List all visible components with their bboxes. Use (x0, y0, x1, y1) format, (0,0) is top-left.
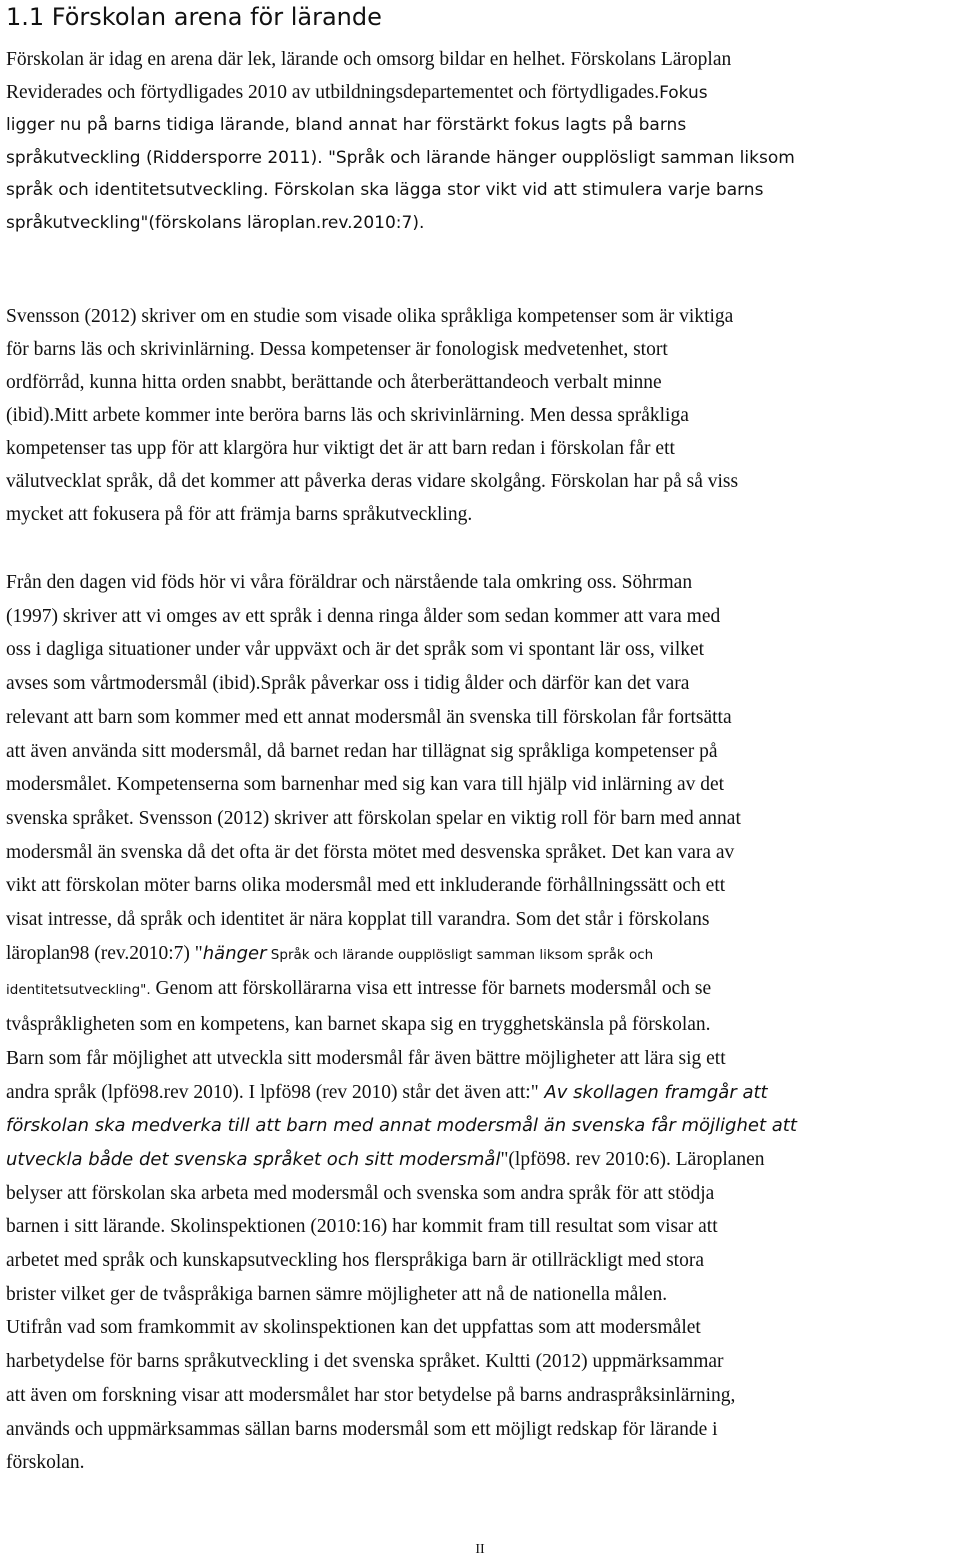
quote-italic: Av skollagen framgår att (538, 1081, 768, 1103)
text-line: avses som vårtmodersmål (ibid).Språk påverkar oss i tidig ålder och därför kan det vara (6, 673, 690, 695)
text-line: harbetydelse för barns språkutveckling i det svenska språket. Kultti (2012) uppmärksammar (6, 1351, 724, 1373)
text-line: förskolan. (6, 1452, 85, 1474)
text-line: barnen i sitt lärande. Skolinspektionen (2010:16) har kommit fram till resultat som visar att (6, 1216, 718, 1238)
text-line: välutvecklat språk, då det kommer att påverka deras vidare skolgång. Förskolan har på så viss (6, 471, 739, 492)
text-line: ligger nu på barns tidiga lärande, bland annat har förstärkt fokus lagts på barns (6, 115, 687, 135)
text-line: Reviderades och förtydligades 2010 av utbildningsdepartementet och förtydligades.Fokus (6, 81, 708, 103)
text-line: förskolan ska medverka till att barn med annat modersmål än svenska får möjlighet att (6, 1115, 797, 1137)
paragraph-3 (6, 566, 952, 1480)
text-line: språkutveckling (Riddersporre 2011). "Språk och lärande hänger oupplösligt samman liksom (6, 147, 795, 168)
text-line: för barns läs och skrivinlärning. Dessa kompetenser är fonologisk medvetenhet, stort (6, 339, 668, 360)
text-line: brister vilket ger de tvåspråkiga barnen sämre möjligheter att nå de nationella målen. (6, 1283, 668, 1305)
paragraph-1 (6, 44, 952, 239)
text-line: (1997) skriver att vi omges av ett språk i denna ringa ålder som sedan kommer att vara med (6, 605, 721, 627)
text-line: Från den dagen vid föds hör vi våra föräldrar och närstående tala omkring oss. Söhrman (6, 572, 693, 593)
text-line: relevant att barn som kommer med ett annat modersmål än svenska till förskolan får fortsätta (6, 706, 732, 728)
text-line: svenska språket. Svensson (2012) skriver att förskolan spelar en viktig roll för barn med annat (6, 807, 741, 829)
text-line: Barn som får möjlighet att utveckla sitt modersmål får även bättre möjligheter att lära sig ett (6, 1047, 726, 1069)
text-line: (ibid).Mitt arbete kommer inte beröra barns läs och skrivinlärning. Men dessa språkliga (6, 405, 689, 426)
text-line: belyser att förskolan ska arbeta med modersmål och svenska som andra språk för att stödja (6, 1182, 715, 1204)
section-heading: 1.1 Förskolan arena för lärande (6, 3, 382, 31)
text-line: Förskolan är idag en arena där lek, lärande och omsorg bildar en helhet. Förskolans Läroplan (6, 49, 732, 70)
text-line: används och uppmärksammas sällan barns modersmål som ett möjligt redskap för lärande i (6, 1418, 718, 1440)
text-line: ordförråd, kunna hitta orden snabbt, berättande och återberättandeoch verbalt minne (6, 372, 662, 393)
text-line: Svensson (2012) skriver om en studie som visade olika språkliga kompetenser som är viktiga (6, 306, 734, 327)
text-line: språkutveckling"(förskolans läroplan.rev.2010:7). (6, 212, 425, 233)
text-line: visat intresse, då språk och identitet är nära kopplat till varandra. Som det står i förskolans (6, 909, 710, 931)
text-line: att även använda sitt modersmål, då barnet redan har tillägnat sig språkliga kompetenser på (6, 740, 718, 762)
quote-emphasis: hänger (202, 942, 267, 964)
quote-italic: utveckla både det svenska språket och sitt modersmål (6, 1148, 501, 1170)
text-line: läroplan98 (rev.2010:7) "hänger Språk och lärande oupplösligt samman liksom språk och (6, 942, 654, 964)
text-line: arbetet med språk och kunskapsutveckling hos flerspråkiga barn är otillräckligt med stora (6, 1250, 704, 1272)
text-line: oss i dagliga situationer under vår uppväxt och är det språk som vi spontant lär oss, vilket (6, 639, 705, 661)
text-line: utveckla både det svenska språket och sitt modersmål"(lpfö98. rev 2010:6). Läroplanen (6, 1148, 765, 1170)
text-line: språk och identitetsutveckling. Förskolan ska lägga stor vikt vid att stimulera varje barns (6, 180, 764, 200)
text-line: vikt att förskolan möter barns olika modersmål med ett inkluderande förhållningssätt och ett (6, 875, 726, 897)
page-number: II (475, 1542, 485, 1557)
text-line: andra språk (lpfö98.rev 2010). I lpfö98 (rev 2010) står det även att:" Av skollagen framgår att (6, 1081, 768, 1103)
text-line: Utifrån vad som framkommit av skolinspektionen kan det uppfattas som att modersmålet (6, 1317, 701, 1339)
text-line: att även om forskning visar att modersmålet har stor betydelse på barns andraspråksinlärning, (6, 1384, 736, 1406)
text-line: kompetenser tas upp för att klargöra hur viktigt det är att barn redan i förskolan får ett (6, 438, 675, 459)
text-line: mycket att fokusera på för att främja barns språkutveckling. (6, 504, 473, 525)
text-line: modersmålet. Kompetenserna som barnenhar med sig kan vara till hjälp vid inlärning av det (6, 774, 725, 796)
text-line: identitetsutveckling". Genom att förskollärarna visa ett intresse för barnets modersmål och se (6, 978, 712, 1000)
text-line: modersmål än svenska då det ofta är det första mötet med desvenska språket. Det kan vara av (6, 841, 735, 863)
paragraph-2 (6, 300, 952, 531)
text-line: tvåspråkligheten som en kompetens, kan barnet skapa sig en trygghetskänsla på förskolan. (6, 1014, 711, 1036)
